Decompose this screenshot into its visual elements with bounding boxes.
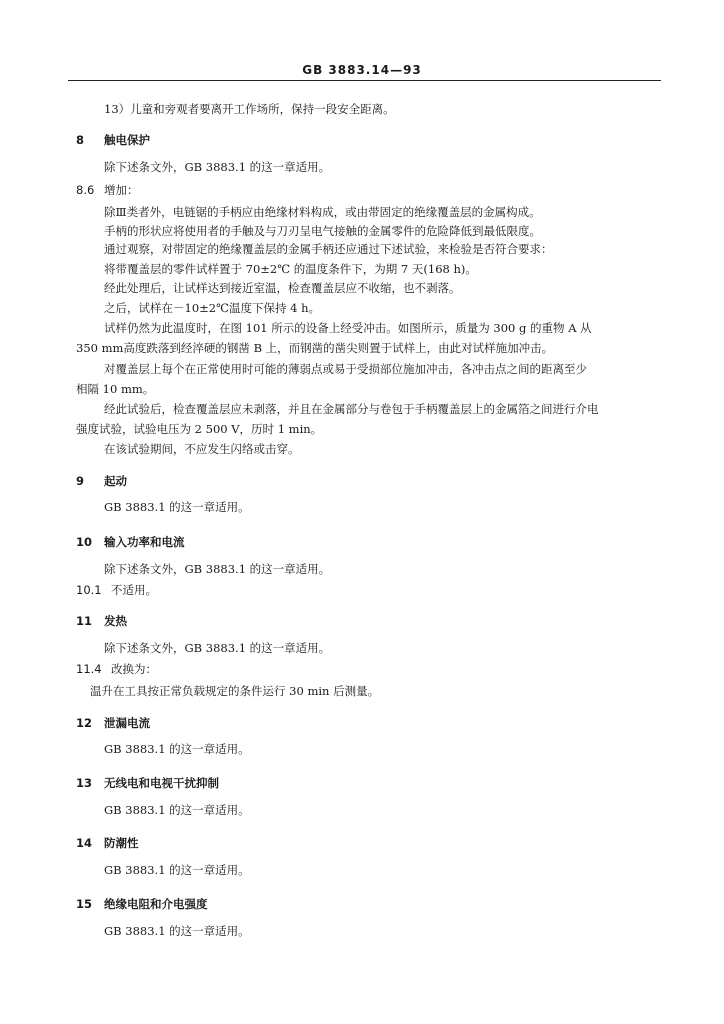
clause-text: 不适用。 (111, 583, 157, 597)
section-title: 泄漏电流 (104, 716, 150, 730)
section-11-heading (76, 614, 127, 629)
paragraph: 试样仍然为此温度时，在图 101 所示的设备上经受冲击。如图所示，质量为 300 g 的重物 A 从 (104, 321, 592, 335)
paragraph: 经此处理后，让试样达到接近室温，检查覆盖层应不收缩，也不剥落。 (104, 281, 461, 295)
section-number: 11 (76, 614, 93, 628)
section-10-body: 除下述条文外，GB 3883.1 的这一章适用。 (104, 562, 331, 576)
section-title: 起动 (104, 474, 127, 488)
section-15-body: GB 3883.1 的这一章适用。 (104, 924, 250, 938)
paragraph-continuation: 相隔 10 mm。 (76, 382, 155, 396)
section-title: 防潮性 (104, 836, 139, 850)
clause-number: 10.1 (76, 583, 102, 597)
section-number: 15 (76, 897, 93, 911)
section-number: 13 (76, 776, 93, 790)
clause-text: 改换为： (111, 662, 157, 676)
clause-lead: 增加： (104, 183, 139, 197)
clause-number: 11.4 (76, 662, 102, 676)
paragraph: 将带覆盖层的零件试样置于 70±2℃ 的温度条件下，为期 7 天(168 h)。 (104, 262, 477, 276)
paragraph: 手柄的形状应将使用者的手触及与刀刃呈电气接触的金属零件的危险降低到最低限度。 (104, 224, 541, 238)
clause-8-6 (76, 183, 139, 198)
section-title: 绝缘电阻和介电强度 (104, 897, 208, 911)
section-title: 触电保护 (104, 133, 150, 147)
clause-10-1 (76, 583, 157, 598)
section-15-heading (76, 897, 208, 912)
clause-11-4 (76, 662, 157, 677)
header-rule (68, 80, 661, 81)
section-12-heading (76, 716, 150, 731)
paragraph-continuation: 强度试验，试验电压为 2 500 V，历时 1 min。 (76, 422, 323, 436)
section-number: 12 (76, 716, 93, 730)
page-header: GB 3883.14—93 (302, 63, 422, 77)
paragraph: 除Ⅲ类者外，电链锯的手柄应由绝缘材料构成，或由带固定的绝缘覆盖层的金属构成。 (104, 205, 541, 219)
section-13-heading (76, 776, 219, 791)
section-title: 发热 (104, 614, 127, 628)
section-9-heading (76, 474, 127, 489)
section-14-heading (76, 836, 139, 851)
paragraph: 对覆盖层上每个在正常使用时可能的薄弱点或易于受损部位施加冲击，各冲击点之间的距离至少 (104, 362, 587, 376)
section-14-body: GB 3883.1 的这一章适用。 (104, 863, 250, 877)
section-11-body: 除下述条文外，GB 3883.1 的这一章适用。 (104, 641, 331, 655)
clause-11-4-text: 温升在工具按正常负载规定的条件运行 30 min 后测量。 (90, 684, 380, 698)
list-item-13: 13）儿童和旁观者要离开工作场所，保持一段安全距离。 (104, 102, 395, 116)
section-10-heading (76, 535, 185, 550)
section-number: 10 (76, 535, 93, 549)
clause-number: 8.6 (76, 183, 95, 197)
section-13-body: GB 3883.1 的这一章适用。 (104, 803, 250, 817)
paragraph-continuation: 350 mm高度跌落到经淬硬的钢凿 B 上，而钢凿的凿尖则置于试样上，由此对试样施加冲击。 (76, 341, 554, 355)
section-number: 8 (76, 133, 85, 147)
paragraph: 通过观察，对带固定的绝缘覆盖层的金属手柄还应通过下述试验，来检验是否符合要求： (104, 242, 553, 256)
paragraph: 在该试验期间，不应发生闪络或击穿。 (104, 442, 300, 456)
section-number: 9 (76, 474, 85, 488)
section-title: 输入功率和电流 (104, 535, 185, 549)
section-title: 无线电和电视干扰抑制 (104, 776, 219, 790)
section-8-heading (76, 133, 150, 148)
section-number: 14 (76, 836, 93, 850)
section-9-body: GB 3883.1 的这一章适用。 (104, 500, 250, 514)
section-8-intro: 除下述条文外，GB 3883.1 的这一章适用。 (104, 160, 331, 174)
paragraph: 经此试验后，检查覆盖层应未剥落，并且在金属部分与卷包于手柄覆盖层上的金属箔之间进行介电 (104, 402, 599, 416)
paragraph: 之后，试样在－10±2℃温度下保持 4 h。 (104, 301, 320, 315)
section-12-body: GB 3883.1 的这一章适用。 (104, 742, 250, 756)
